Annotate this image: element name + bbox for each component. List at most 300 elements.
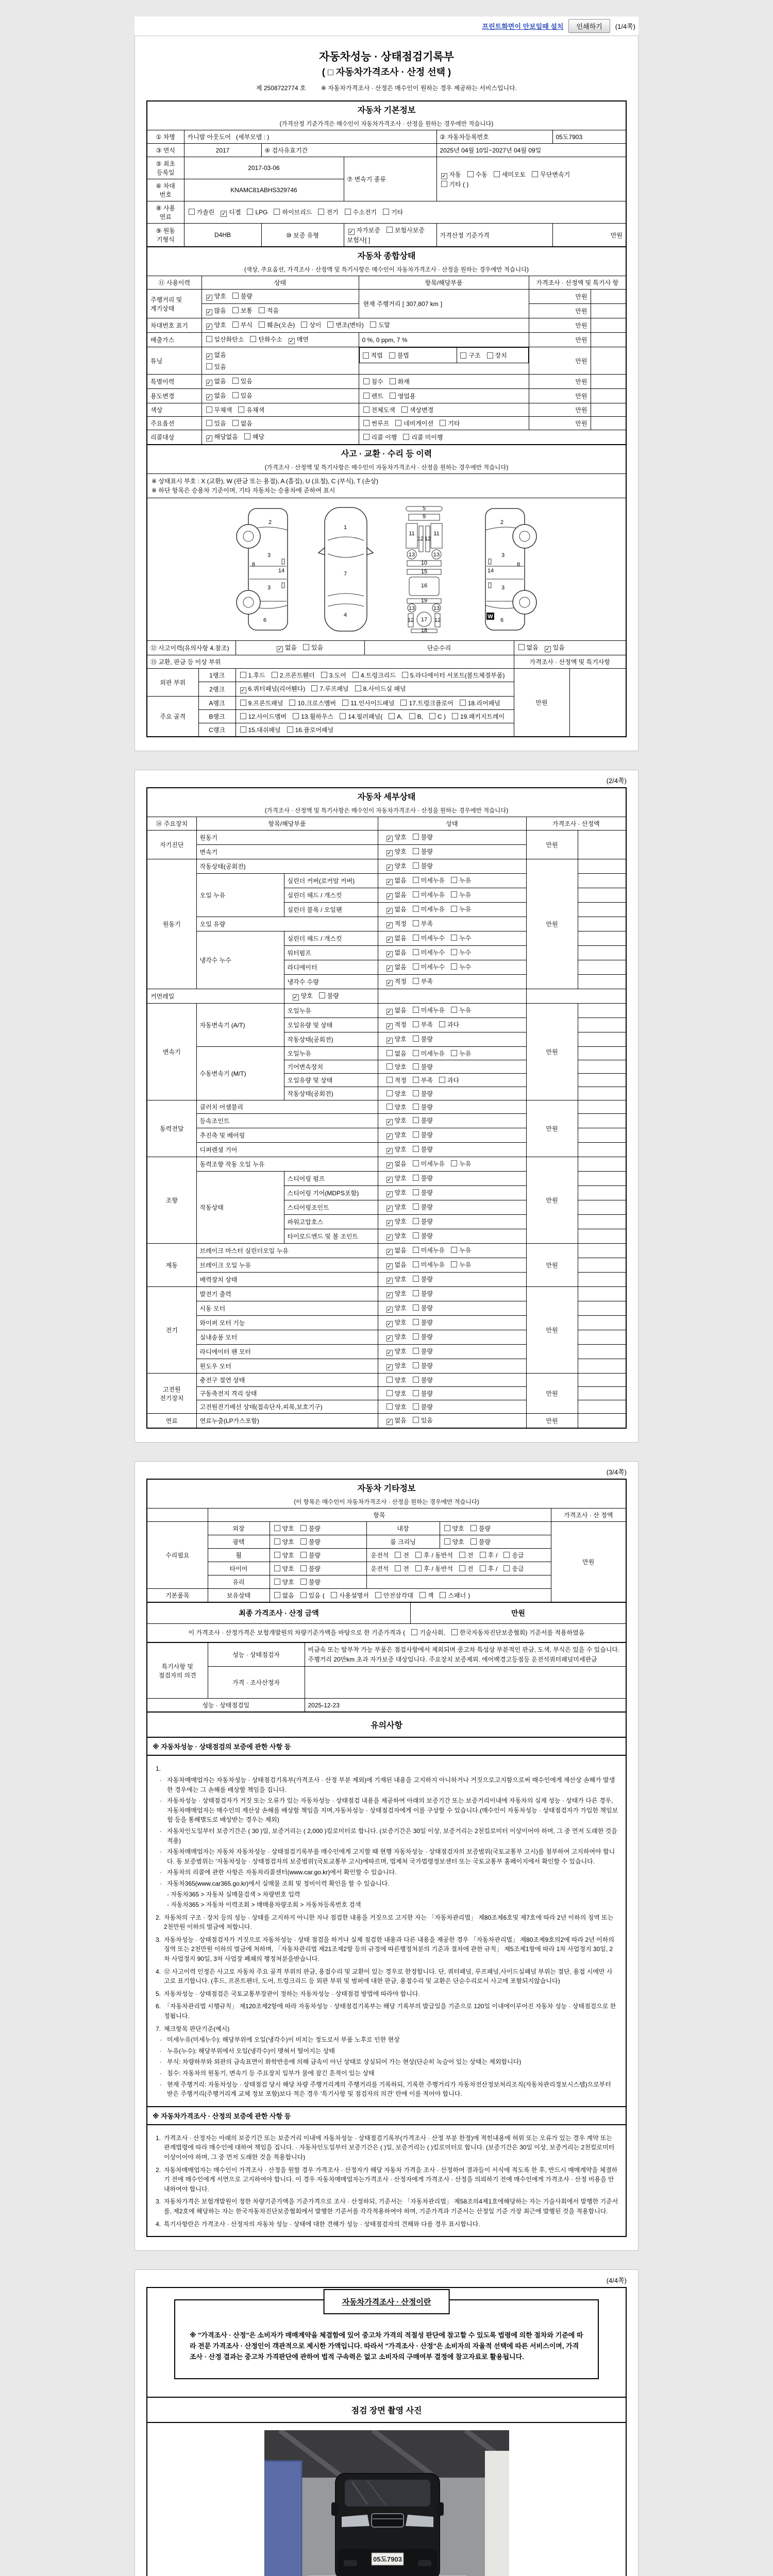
checkbox[interactable] <box>375 1592 381 1598</box>
checkbox[interactable] <box>287 726 293 733</box>
empty-cell <box>578 1387 626 1400</box>
cell: 오일 누유 <box>196 874 284 917</box>
checkbox[interactable] <box>487 352 493 359</box>
checkbox-checked[interactable] <box>386 951 393 957</box>
checkbox[interactable] <box>355 685 361 691</box>
checkbox[interactable] <box>383 209 389 215</box>
checkbox[interactable] <box>363 420 369 426</box>
div <box>160 2057 618 2067</box>
checkbox[interactable] <box>386 1063 393 1070</box>
checkbox[interactable] <box>413 1333 419 1340</box>
checkbox[interactable] <box>274 1592 280 1598</box>
checkbox[interactable] <box>451 906 457 912</box>
cell: 변속기 <box>147 1004 196 1100</box>
td <box>201 375 359 389</box>
checkbox-checked[interactable] <box>386 879 393 885</box>
checkbox-checked[interactable] <box>386 937 393 943</box>
page-indicator: (3/4쪽) <box>606 1468 627 1476</box>
checkbox-label: 없음 <box>394 963 407 971</box>
checkbox[interactable] <box>440 420 446 426</box>
checkbox[interactable] <box>390 393 396 399</box>
checkbox[interactable] <box>413 1362 419 1368</box>
checkbox[interactable] <box>206 420 212 426</box>
checkbox[interactable] <box>413 935 419 941</box>
checkbox[interactable] <box>259 307 265 313</box>
checkbox[interactable] <box>413 1090 419 1096</box>
exterior-checkboxes <box>273 1524 363 1533</box>
checkbox-label: 없음 <box>394 1007 407 1014</box>
tr <box>147 655 626 669</box>
checkbox[interactable] <box>389 713 395 719</box>
checkbox-label: 응급 <box>512 1565 524 1572</box>
checkbox[interactable] <box>413 1247 419 1253</box>
checkbox-label: 불량 <box>421 1377 433 1384</box>
checkbox[interactable] <box>451 1007 457 1013</box>
state-cell <box>378 1100 526 1114</box>
checkbox-checked[interactable] <box>206 353 212 360</box>
n1: 1. <box>155 1765 161 1773</box>
checkbox[interactable] <box>460 700 466 706</box>
div <box>153 2219 618 2229</box>
checkbox-label: 1.후드 <box>248 672 265 679</box>
checkbox-checked[interactable] <box>386 1335 393 1342</box>
checkbox[interactable] <box>441 181 447 187</box>
price-unit: 만원 <box>529 290 591 304</box>
checkbox-checked[interactable] <box>206 380 212 386</box>
checkbox[interactable] <box>451 949 457 955</box>
rect <box>372 2514 404 2527</box>
checkbox[interactable] <box>301 321 307 328</box>
rect <box>344 2560 357 2566</box>
checkbox[interactable] <box>386 1377 393 1383</box>
checkbox[interactable] <box>413 1304 419 1311</box>
checkbox-checked[interactable] <box>386 1191 393 1197</box>
cell: 만원 <box>526 1100 578 1157</box>
checkbox[interactable] <box>451 1160 457 1166</box>
checkbox[interactable] <box>331 1592 337 1598</box>
checkbox[interactable] <box>439 1077 445 1083</box>
checkbox-checked[interactable] <box>386 1263 393 1269</box>
wheel-position-checkboxes <box>370 1551 548 1560</box>
checkbox[interactable] <box>274 209 280 215</box>
check-group-text: 운전석 <box>371 1552 389 1559</box>
diagram-panel-number: 13 <box>408 605 415 612</box>
notice-section1-title: ※ 자동차성능 · 상태점검의 보증에 관한 사항 등 <box>147 1738 626 1756</box>
checkbox[interactable] <box>413 949 419 955</box>
checkbox[interactable] <box>274 1552 280 1558</box>
td <box>236 669 514 682</box>
checkbox-label: 기타 <box>391 208 404 216</box>
checkbox[interactable] <box>413 1036 419 1042</box>
checkbox-checked[interactable] <box>386 1350 393 1356</box>
checkbox[interactable] <box>400 700 407 706</box>
checkbox[interactable] <box>503 1552 510 1558</box>
cell: 자기진단 <box>147 831 196 859</box>
checkbox[interactable] <box>232 307 239 313</box>
checkbox-checked[interactable] <box>386 1419 393 1425</box>
checkbox[interactable] <box>352 672 359 678</box>
checkbox-checked[interactable] <box>221 211 227 217</box>
checkbox[interactable] <box>274 1538 280 1545</box>
state-cell <box>378 859 526 874</box>
checkbox[interactable] <box>300 1525 307 1531</box>
checkbox[interactable] <box>300 1592 307 1598</box>
checkbox[interactable] <box>409 713 415 719</box>
checkbox[interactable] <box>386 1077 393 1083</box>
checkbox[interactable] <box>413 834 419 840</box>
checkbox[interactable] <box>259 321 265 328</box>
checkbox[interactable] <box>289 700 295 706</box>
checkbox[interactable] <box>459 1565 465 1571</box>
checkbox[interactable] <box>413 1131 419 1138</box>
checkbox[interactable] <box>232 378 239 384</box>
checkbox[interactable] <box>244 433 250 439</box>
checkbox-checked[interactable] <box>240 687 246 693</box>
print-button[interactable]: 인쇄하기 <box>568 19 610 33</box>
checkbox[interactable] <box>272 672 278 678</box>
install-print-helper-link[interactable]: 프린트화면이 안보일때 설치 <box>482 23 564 30</box>
checkbox[interactable] <box>395 420 401 426</box>
checkbox[interactable] <box>440 1592 446 1598</box>
checkbox[interactable] <box>413 1146 419 1152</box>
checkbox[interactable] <box>300 1552 307 1558</box>
checkbox-checked[interactable] <box>386 893 393 900</box>
checkbox[interactable] <box>403 434 409 440</box>
checkbox[interactable] <box>340 713 346 719</box>
td <box>359 389 529 403</box>
cell: 만원 <box>526 1244 578 1287</box>
checkbox[interactable] <box>386 1390 393 1396</box>
checkbox[interactable] <box>415 1565 422 1571</box>
checkbox[interactable] <box>444 1538 450 1545</box>
checkbox[interactable] <box>206 336 212 342</box>
checkbox-checked[interactable] <box>206 394 212 400</box>
checkbox[interactable] <box>413 1261 419 1267</box>
checkbox[interactable] <box>413 1117 419 1123</box>
checkbox[interactable] <box>451 1050 457 1056</box>
checkbox-checked[interactable] <box>386 908 393 914</box>
checkbox-checked[interactable] <box>386 836 393 842</box>
checkbox[interactable] <box>470 1538 477 1545</box>
tr <box>147 101 626 117</box>
checkbox[interactable] <box>413 1007 419 1013</box>
checkbox-checked[interactable] <box>386 1038 393 1044</box>
cell: 만원 <box>526 831 578 859</box>
checkbox-label: 불량 <box>421 1362 433 1369</box>
diagram-panel-number: 15 <box>421 569 428 575</box>
state-cell <box>378 1374 526 1387</box>
checkbox[interactable] <box>413 877 419 883</box>
checkbox-checked[interactable] <box>293 994 299 1001</box>
checkbox[interactable] <box>319 992 325 998</box>
checkbox[interactable] <box>451 877 457 883</box>
checkbox-checked[interactable] <box>386 1321 393 1327</box>
tr <box>147 375 626 389</box>
checkbox-label: 불량 <box>240 293 253 300</box>
checkbox[interactable] <box>413 1403 419 1410</box>
checkbox-label: 양호 <box>214 321 226 329</box>
checkbox[interactable] <box>300 1538 307 1545</box>
checkbox[interactable] <box>395 1565 401 1571</box>
row-label: 주요옵션 <box>147 417 201 430</box>
checkbox[interactable] <box>318 209 324 215</box>
empty-cell <box>578 1258 626 1273</box>
checkbox-checked[interactable] <box>441 173 447 179</box>
checkbox-checked[interactable] <box>386 1234 393 1241</box>
checkbox[interactable] <box>413 1218 419 1224</box>
checkbox[interactable] <box>429 713 435 719</box>
checkbox[interactable] <box>232 392 239 398</box>
checkbox[interactable] <box>206 406 212 413</box>
table-row <box>147 1414 626 1429</box>
checkbox[interactable] <box>451 1629 458 1635</box>
checkbox-label: 수소전기 <box>352 208 377 216</box>
n1-b1: 자동차매매업자는 자동차성능 · 상태점검기록부(가격조사 · 산정 부분 제외)에 기재된 내용을 고지하지 아니하거나 거짓으로고지함으로써 매수인에게 재산상 손해가 발생한 경우에는 그 손해를 배상할 책임을 집니다. <box>167 1776 615 1793</box>
tr <box>147 117 626 130</box>
checkbox[interactable] <box>363 434 369 440</box>
checkbox[interactable] <box>419 1592 426 1598</box>
checkbox[interactable] <box>321 672 327 678</box>
checkbox[interactable] <box>413 1276 419 1282</box>
table-row <box>147 1157 626 1172</box>
checkbox[interactable] <box>413 848 419 854</box>
checkbox[interactable] <box>386 1104 393 1110</box>
checkbox-label: 14.필러패널( <box>348 713 383 720</box>
tuning-legal-checkboxes <box>360 348 457 363</box>
checkbox[interactable] <box>439 1021 445 1027</box>
checkbox[interactable] <box>451 963 457 970</box>
checkbox[interactable] <box>240 672 246 678</box>
checkbox[interactable] <box>467 171 474 177</box>
checkbox[interactable] <box>451 1247 457 1253</box>
checkbox-checked[interactable] <box>386 1249 393 1255</box>
checkbox-checked[interactable] <box>386 850 393 856</box>
cell: 원동기 <box>196 831 378 845</box>
checkbox[interactable] <box>363 393 369 399</box>
td <box>147 1624 626 1643</box>
checkbox-checked[interactable] <box>386 1292 393 1298</box>
checkbox[interactable] <box>413 1021 419 1027</box>
checkbox[interactable] <box>413 1189 419 1195</box>
checkbox[interactable] <box>238 406 244 413</box>
checkbox[interactable] <box>363 378 369 384</box>
checkbox[interactable] <box>518 644 525 650</box>
checkbox-label: 불량 <box>421 1036 433 1043</box>
row-label: 튜닝 <box>147 347 201 375</box>
checkbox[interactable] <box>451 1261 457 1267</box>
cell: 작동상태(공회전) <box>284 1032 378 1047</box>
checkbox[interactable] <box>413 1348 419 1354</box>
checkbox[interactable] <box>415 1552 422 1558</box>
rank-label: B랭크 <box>198 710 236 723</box>
tr <box>147 817 626 831</box>
checkbox-checked[interactable] <box>289 338 295 344</box>
checkbox-checked[interactable] <box>206 295 212 301</box>
checkbox[interactable] <box>206 363 212 369</box>
tr <box>147 461 626 474</box>
col-header: 상태 <box>201 276 359 290</box>
checkbox[interactable] <box>363 352 369 359</box>
checkbox[interactable] <box>460 352 466 359</box>
n1-d1: - 자동차365 > 자동차 실매물검색 > 차량번호 입력 <box>167 1890 300 1898</box>
checkbox[interactable] <box>293 713 299 719</box>
checkbox[interactable] <box>413 862 419 869</box>
checkbox-checked[interactable] <box>386 1119 393 1125</box>
checkbox[interactable] <box>240 713 246 719</box>
checkbox-checked[interactable] <box>386 965 393 972</box>
checkbox-label: 있음 <box>421 1417 433 1424</box>
checkbox-checked[interactable] <box>386 1307 393 1313</box>
state-cell <box>284 989 378 1004</box>
checkbox[interactable] <box>232 293 239 299</box>
cell: 추진축 및 베어링 <box>196 1128 378 1143</box>
rankC-checkboxes <box>239 725 511 734</box>
checkbox[interactable] <box>413 1104 419 1110</box>
checkbox[interactable] <box>480 1565 486 1571</box>
checkbox[interactable] <box>345 209 351 215</box>
checkbox-checked[interactable] <box>386 980 393 986</box>
checkbox[interactable] <box>370 321 376 328</box>
checkbox[interactable] <box>413 1232 419 1239</box>
checkbox-checked[interactable] <box>386 1220 393 1226</box>
checkbox[interactable] <box>232 420 239 426</box>
checkbox-checked[interactable] <box>206 309 212 315</box>
circle <box>243 597 254 607</box>
cell: 냉각수 수량 <box>284 975 378 989</box>
checkbox[interactable] <box>413 1175 419 1181</box>
checkbox[interactable] <box>503 1565 510 1571</box>
state-cell <box>378 903 526 917</box>
empty-cell <box>578 1157 626 1172</box>
checkbox-checked[interactable] <box>386 1364 393 1370</box>
checkbox-checked[interactable] <box>206 324 212 330</box>
checkbox-label: 도말 <box>378 321 390 329</box>
checkbox[interactable] <box>342 700 348 706</box>
checkbox[interactable] <box>451 935 457 941</box>
checkbox-label: 불량 <box>421 848 433 855</box>
checkbox-label: 15.대쉬패널 <box>248 726 281 734</box>
checkbox[interactable] <box>494 171 500 177</box>
checkbox[interactable] <box>413 1377 419 1383</box>
checkbox[interactable] <box>452 713 458 719</box>
section-title: 자동차 기본정보 <box>147 101 626 117</box>
checkbox-label: 있음 <box>308 1592 321 1599</box>
checkbox[interactable] <box>395 1552 401 1558</box>
checkbox[interactable] <box>411 1629 417 1635</box>
empty-cell <box>578 1359 626 1374</box>
checkbox-checked[interactable] <box>386 1023 393 1029</box>
checkbox[interactable] <box>413 906 419 912</box>
checkbox-checked[interactable] <box>386 922 393 928</box>
checkbox[interactable] <box>413 920 419 926</box>
checkbox[interactable] <box>413 978 419 984</box>
checkbox[interactable] <box>274 1565 280 1571</box>
checkbox[interactable] <box>413 1290 419 1296</box>
checkbox-checked[interactable] <box>386 1206 393 1212</box>
checkbox[interactable] <box>401 406 408 413</box>
checkbox[interactable] <box>327 321 333 328</box>
checkbox-label: 보통 <box>240 307 253 314</box>
checkbox[interactable] <box>240 726 246 733</box>
checkbox-checked[interactable] <box>386 1148 393 1154</box>
tr <box>147 347 626 375</box>
checkbox-label: 양호 <box>452 1525 464 1532</box>
checkbox[interactable] <box>413 1160 419 1166</box>
checkbox[interactable] <box>413 1204 419 1210</box>
checkbox[interactable] <box>413 963 419 970</box>
checkbox-checked[interactable] <box>348 229 355 235</box>
checkbox[interactable] <box>413 891 419 897</box>
checkbox[interactable] <box>389 352 395 359</box>
checkbox-checked[interactable] <box>386 865 393 871</box>
checkbox[interactable] <box>386 1050 393 1056</box>
checkbox[interactable] <box>413 1417 419 1423</box>
checkbox[interactable] <box>247 209 253 215</box>
checkbox[interactable] <box>363 406 369 413</box>
checkbox[interactable] <box>413 1390 419 1396</box>
diagram-panel-number: 1 <box>343 524 347 531</box>
checkbox[interactable] <box>532 171 538 177</box>
checkbox[interactable] <box>451 891 457 897</box>
checkbox-checked[interactable] <box>545 646 551 652</box>
checkbox[interactable] <box>413 1077 419 1083</box>
checkbox[interactable] <box>386 1403 393 1410</box>
checkbox[interactable] <box>402 672 408 678</box>
checkbox-checked[interactable] <box>277 646 283 652</box>
checkbox[interactable] <box>386 227 393 233</box>
tr <box>147 788 626 804</box>
checkbox-label: 부식 <box>240 321 253 329</box>
checkbox[interactable] <box>232 321 239 328</box>
checkbox[interactable] <box>311 685 317 691</box>
checkbox[interactable] <box>274 1525 280 1531</box>
checkbox-checked[interactable] <box>386 1162 393 1168</box>
td <box>569 669 626 737</box>
state-cell <box>378 1316 526 1330</box>
checkbox-checked[interactable] <box>386 1177 393 1183</box>
checkbox[interactable] <box>303 644 309 650</box>
polygon <box>342 2515 369 2527</box>
checkbox[interactable] <box>413 1063 419 1070</box>
checkbox-checked[interactable] <box>386 1009 393 1015</box>
diagram-panel-number: 13 <box>433 552 440 558</box>
checkbox[interactable] <box>470 1525 477 1531</box>
checkbox-checked[interactable] <box>386 1278 393 1284</box>
checkbox[interactable] <box>386 1090 393 1096</box>
checkbox[interactable] <box>459 1552 465 1558</box>
checkbox-label: 리콜 미이행 <box>411 434 443 441</box>
checkbox[interactable] <box>413 1319 419 1325</box>
checkbox-checked[interactable] <box>386 1133 393 1140</box>
checkbox-label: 양호 <box>394 1348 407 1355</box>
checkbox-checked[interactable] <box>206 435 212 442</box>
checkbox[interactable] <box>480 1552 486 1558</box>
checkbox[interactable] <box>240 700 246 706</box>
checkbox[interactable] <box>390 378 396 384</box>
diagram-panel-number: 13 <box>408 552 415 558</box>
polygon <box>367 548 373 555</box>
n1-b2: 자동차성능 · 상태점검자가 거짓 또는 오류가 있는 자동차성능 · 상태점검 내용을 제공하여 아래의 보증기간 또는 보증거리이내에 자동차의 실제 성능 · 상태가 다른 경우, 자동차매매업자는 매수인의 재산상 손해를 배상할 책임을 지며,자동차성능 · 상태점검자에게 이를 구상할 수 있습니다.(매수인이 자동차성능 · 상태점검자가 가입한 책임보험 등을 통해별도로 배상받는 경우는 제외) <box>167 1797 618 1824</box>
checkbox-label: 미세누유 <box>421 1050 445 1057</box>
cell: 연료 <box>147 1414 196 1429</box>
checkbox[interactable] <box>250 336 256 342</box>
checkbox[interactable] <box>444 1525 450 1531</box>
checkbox[interactable] <box>189 209 195 215</box>
checkbox[interactable] <box>300 1565 307 1571</box>
checkbox[interactable] <box>300 1579 307 1585</box>
checkbox[interactable] <box>274 1579 280 1585</box>
checkbox[interactable] <box>413 1050 419 1056</box>
